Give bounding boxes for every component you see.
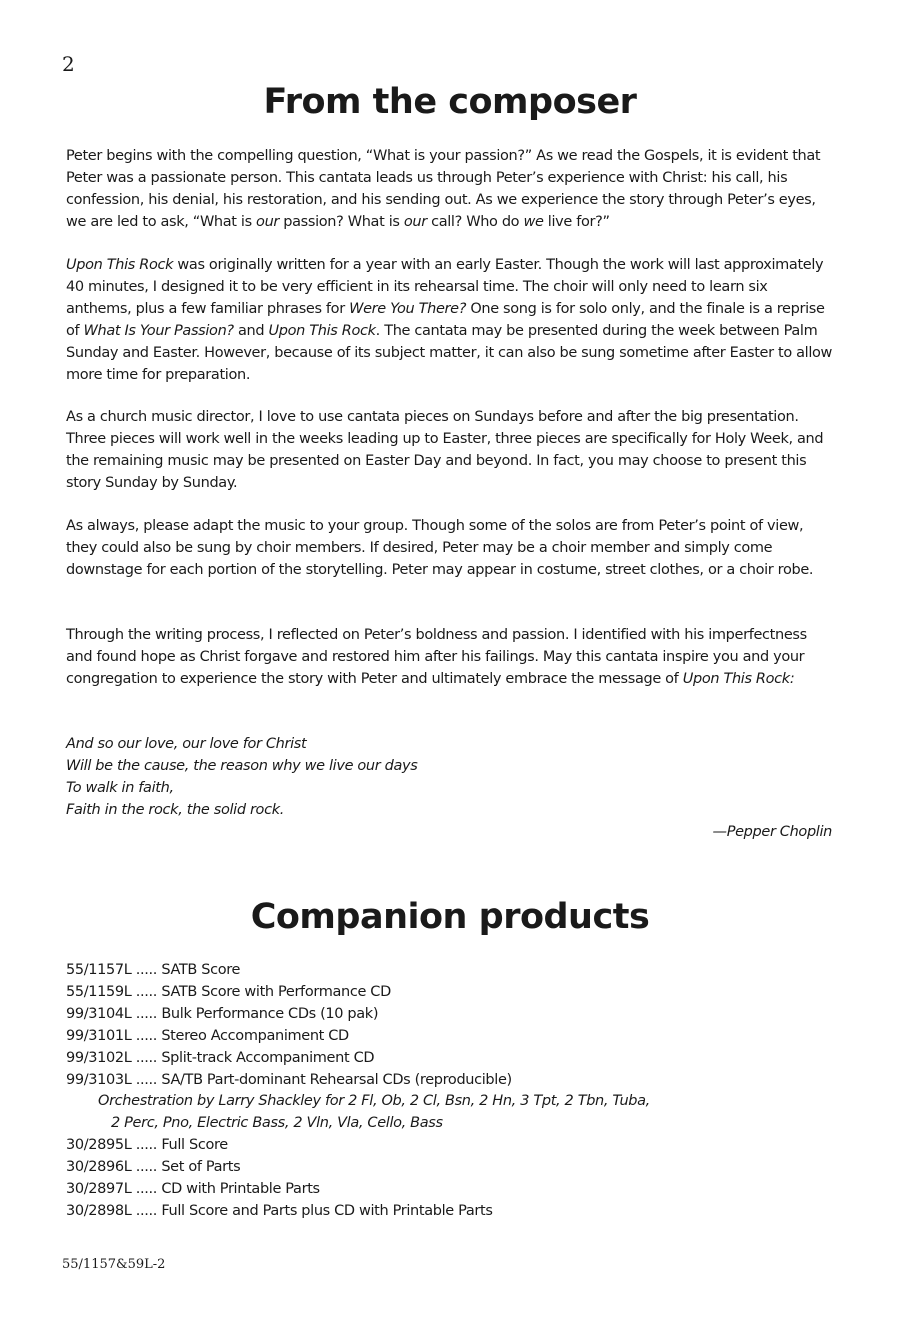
composer-paragraph-5: Through the writing process, I reflected on Peter’s boldness and passion. I identified with his imperfectness and found hope as Christ forgave and restored him after his failings. May this cantata inspire you and your congregation to experience the story with Peter and ultimately embrace the message of Upon This Rock:	[66, 627, 807, 687]
product-item: 99/3101L ..... Stereo Accompaniment CD	[66, 1027, 349, 1044]
product-item: 30/2898L ..... Full Score and Parts plus CD with Printable Parts	[66, 1202, 493, 1219]
product-item: 30/2896L ..... Set of Parts	[66, 1159, 241, 1176]
composer-paragraph-4: As always, please adapt the music to your group. Though some of the solos are from Peter’s point of view, they could also be sung by choir members. If desired, Peter may be a choir member and simply come downstage for each portion of the storytelling. Peter may appear in costume, street clothes, or a choir robe.	[66, 518, 814, 578]
product-item: 30/2895L ..... Full Score	[66, 1137, 228, 1154]
orchestration-note: Orchestration by Larry Shackley for 2 Fl, Ob, 2 Cl, Bsn, 2 Hn, 3 Tpt, 2 Tbn, Tuba,	[98, 1093, 650, 1110]
verse-line: To walk in faith,	[66, 780, 174, 796]
product-item: 55/1159L ..... SATB Score with Performance CD	[66, 983, 391, 1000]
verse-line: And so our love, our love for Christ	[66, 736, 307, 752]
composer-paragraph-3: As a church music director, I love to use cantata pieces on Sundays before and after the big presentation. Three pieces will work well in the weeks leading up to Easter, three pieces are specifically for Holy Week, and the remaining music may be presented on Easter Day and beyond. In fact, you may choose to present this story Sunday by Sunday.	[66, 409, 824, 491]
verse-line: Faith in the rock, the solid rock.	[66, 802, 285, 818]
product-item: 99/3103L ..... SA/TB Part-dominant Rehearsal CDs (reproducible)	[66, 1071, 512, 1088]
composer-signature: —Pepper Choplin	[712, 824, 832, 840]
verse-line: Will be the cause, the reason why we live our days	[66, 758, 418, 774]
orchestration-note-continued: 2 Perc, Pno, Electric Bass, 2 Vln, Vla, Cello, Bass	[111, 1115, 443, 1132]
lyric-verse	[66, 733, 417, 821]
product-item: 99/3104L ..... Bulk Performance CDs (10 pak)	[66, 1005, 379, 1022]
product-item: 55/1157L ..... SATB Score	[66, 962, 241, 978]
product-list	[66, 960, 856, 1223]
page-number: 2	[62, 52, 75, 76]
footer-catalog-code: 55/1157&59L-2	[62, 1257, 166, 1272]
composer-paragraph-1: Peter begins with the compelling question, “What is your passion?” As we read the Gospels, it is evident that Peter was a passionate person. This cantata leads us through Peter’s experience with Christ: his call, his confession, his denial, his restoration, and his sending out. As we experience the story through Peter’s eyes, we are led to ask, “What is our passion? What is our call? Who do we live for?”	[66, 148, 821, 230]
composer-paragraph-2: Upon This Rock was originally written for a year with an early Easter. Though the work will last approximately 40 minutes, I designed it to be very efficient in its rehearsal time. The choir will only need to learn six anthems, plus a few familiar phrases for Were You There? One song is for solo only, and the finale is a reprise of What Is Your Passion? and Upon This Rock. The cantata may be presented during the week between Palm Sunday and Easter. However, because of its subject matter, it can also be sung sometime after Easter to allow more time for preparation.	[66, 257, 833, 383]
product-item: 99/3102L ..... Split-track Accompaniment CD	[66, 1049, 375, 1066]
companion-products-heading: Companion products	[250, 897, 650, 937]
composer-heading: From the composer	[263, 82, 637, 122]
product-item: 30/2897L ..... CD with Printable Parts	[66, 1181, 320, 1198]
